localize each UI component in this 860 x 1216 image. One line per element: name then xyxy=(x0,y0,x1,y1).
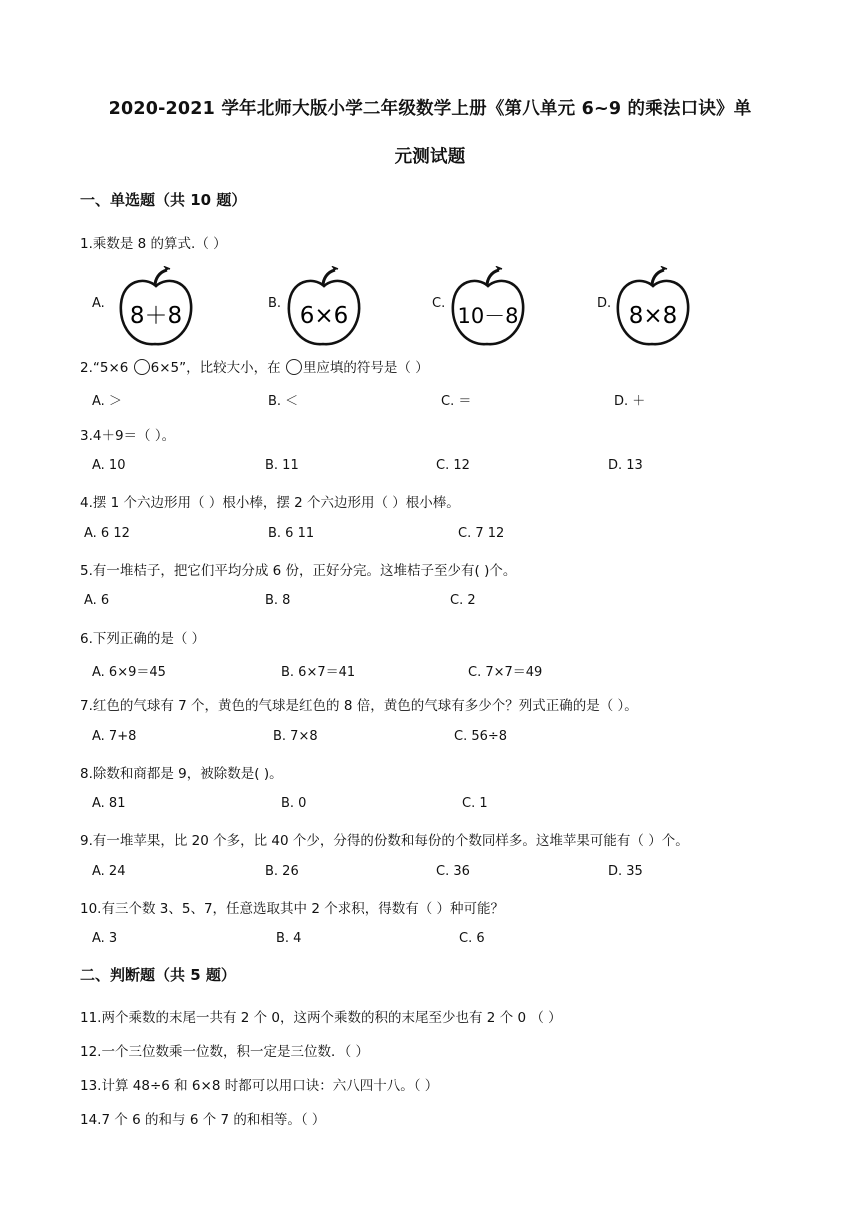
q7-option-a[interactable]: A. 7+8 xyxy=(92,729,137,744)
apple-icon xyxy=(115,266,197,350)
question-4: 4.摆 1 个六边形用（ ）根小棒，摆 2 个六边形用（ ）根小棒。 xyxy=(80,495,460,511)
q3-option-c[interactable]: C. 12 xyxy=(436,458,470,473)
q9-option-b[interactable]: B. 26 xyxy=(265,864,299,879)
question-11: 11.两个乘数的末尾一共有 2 个 0，这两个乘数的积的末尾至少也有 2 个 0 （ ） xyxy=(80,1010,562,1026)
q1-option-d-expr: 8×8 xyxy=(628,303,678,329)
circle-blank-icon xyxy=(134,359,150,375)
question-7: 7.红色的气球有 7 个，黄色的气球是红色的 8 倍，黄色的气球有多少个？列式正确的是（ ）。 xyxy=(80,698,638,714)
q1-option-c-label: C. xyxy=(432,296,446,311)
q9-option-c[interactable]: C. 36 xyxy=(436,864,470,879)
question-9: 9.有一堆苹果，比 20 个多，比 40 个少，分得的份数和每份的个数同样多。这堆苹果可能有（ ）个。 xyxy=(80,833,689,849)
q2-option-d[interactable]: D. ＋ xyxy=(614,394,646,409)
q3-option-b[interactable]: B. 11 xyxy=(265,458,299,473)
q4-option-b[interactable]: B. 6 11 xyxy=(268,526,315,541)
q1-option-b-apple[interactable] xyxy=(283,266,365,354)
question-14: 14.7 个 6 的和与 6 个 7 的和相等。（ ） xyxy=(80,1112,326,1128)
apple-icon xyxy=(447,266,529,350)
q1-option-a-expr: 8＋8 xyxy=(129,303,183,329)
question-12: 12.一个三位数乘一位数，积一定是三位数．（ ） xyxy=(80,1044,370,1060)
q5-option-c[interactable]: C. 2 xyxy=(450,593,476,608)
q3-option-a[interactable]: A. 10 xyxy=(92,458,126,473)
q2-text-a: 2.“5×6 xyxy=(80,360,133,376)
q4-option-a[interactable]: A. 6 12 xyxy=(84,526,130,541)
question-10: 10.有三个数 3、5、7，任意选取其中 2 个求积，得数有（ ）种可能？ xyxy=(80,901,504,917)
q5-option-b[interactable]: B. 8 xyxy=(265,593,291,608)
question-2 xyxy=(80,356,429,376)
section-true-false: 二、判断题（共 5 题） xyxy=(80,966,236,984)
q1-option-a-label: A. xyxy=(92,296,105,311)
q6-option-b[interactable]: B. 6×7＝41 xyxy=(281,665,356,680)
q2-option-b[interactable]: B. ＜ xyxy=(268,394,299,409)
q1-option-b-expr: 6×6 xyxy=(299,303,349,329)
q2-text-b: 6×5”，比较大小，在 xyxy=(150,360,285,376)
apple-icon xyxy=(612,266,694,350)
q8-option-b[interactable]: B. 0 xyxy=(281,796,307,811)
q1-option-b-label: B. xyxy=(268,296,282,311)
q1-option-d-apple[interactable] xyxy=(612,266,694,354)
section-single-choice: 一、单选题（共 10 题） xyxy=(80,191,247,209)
q8-option-a[interactable]: A. 81 xyxy=(92,796,126,811)
q1-option-d-label: D. xyxy=(597,296,612,311)
q6-option-a[interactable]: A. 6×9＝45 xyxy=(92,665,166,680)
question-13: 13.计算 48÷6 和 6×8 时都可以用口诀：六八四十八。（ ） xyxy=(80,1078,439,1094)
page-title-line2: 元测试题 xyxy=(394,147,466,167)
question-3: 3.4＋9＝（ ）。 xyxy=(80,428,176,444)
q9-option-d[interactable]: D. 35 xyxy=(608,864,643,879)
q10-option-a[interactable]: A. 3 xyxy=(92,931,118,946)
question-1: 1.乘数是 8 的算式.（ ） xyxy=(80,236,227,252)
q3-option-d[interactable]: D. 13 xyxy=(608,458,643,473)
q1-option-c-expr: 10－8 xyxy=(457,304,519,328)
page-title-line1: 2020-2021 学年北师大版小学二年级数学上册《第八单元 6~9 的乘法口诀》单 xyxy=(108,99,752,119)
q5-option-a[interactable]: A. 6 xyxy=(84,593,110,608)
question-5: 5.有一堆桔子，把它们平均分成 6 份，正好分完。这堆桔子至少有( )个。 xyxy=(80,563,517,579)
q1-option-c-apple[interactable] xyxy=(447,266,529,354)
q7-option-c[interactable]: C. 56÷8 xyxy=(454,729,508,744)
q2-text-c: 里应填的符号是（ ） xyxy=(302,360,429,376)
q6-option-c[interactable]: C. 7×7＝49 xyxy=(468,665,543,680)
question-6: 6.下列正确的是（ ） xyxy=(80,631,206,647)
circle-blank-icon xyxy=(286,359,302,375)
q7-option-b[interactable]: B. 7×8 xyxy=(273,729,318,744)
q8-option-c[interactable]: C. 1 xyxy=(462,796,488,811)
q10-option-b[interactable]: B. 4 xyxy=(276,931,302,946)
q1-option-a-apple[interactable] xyxy=(115,266,197,354)
apple-icon xyxy=(283,266,365,350)
q9-option-a[interactable]: A. 24 xyxy=(92,864,126,879)
q2-option-a[interactable]: A. ＞ xyxy=(92,394,122,409)
q2-option-c[interactable]: C. ＝ xyxy=(441,394,472,409)
question-8: 8.除数和商都是 9，被除数是( )。 xyxy=(80,766,283,782)
q10-option-c[interactable]: C. 6 xyxy=(459,931,485,946)
q4-option-c[interactable]: C. 7 12 xyxy=(458,526,505,541)
